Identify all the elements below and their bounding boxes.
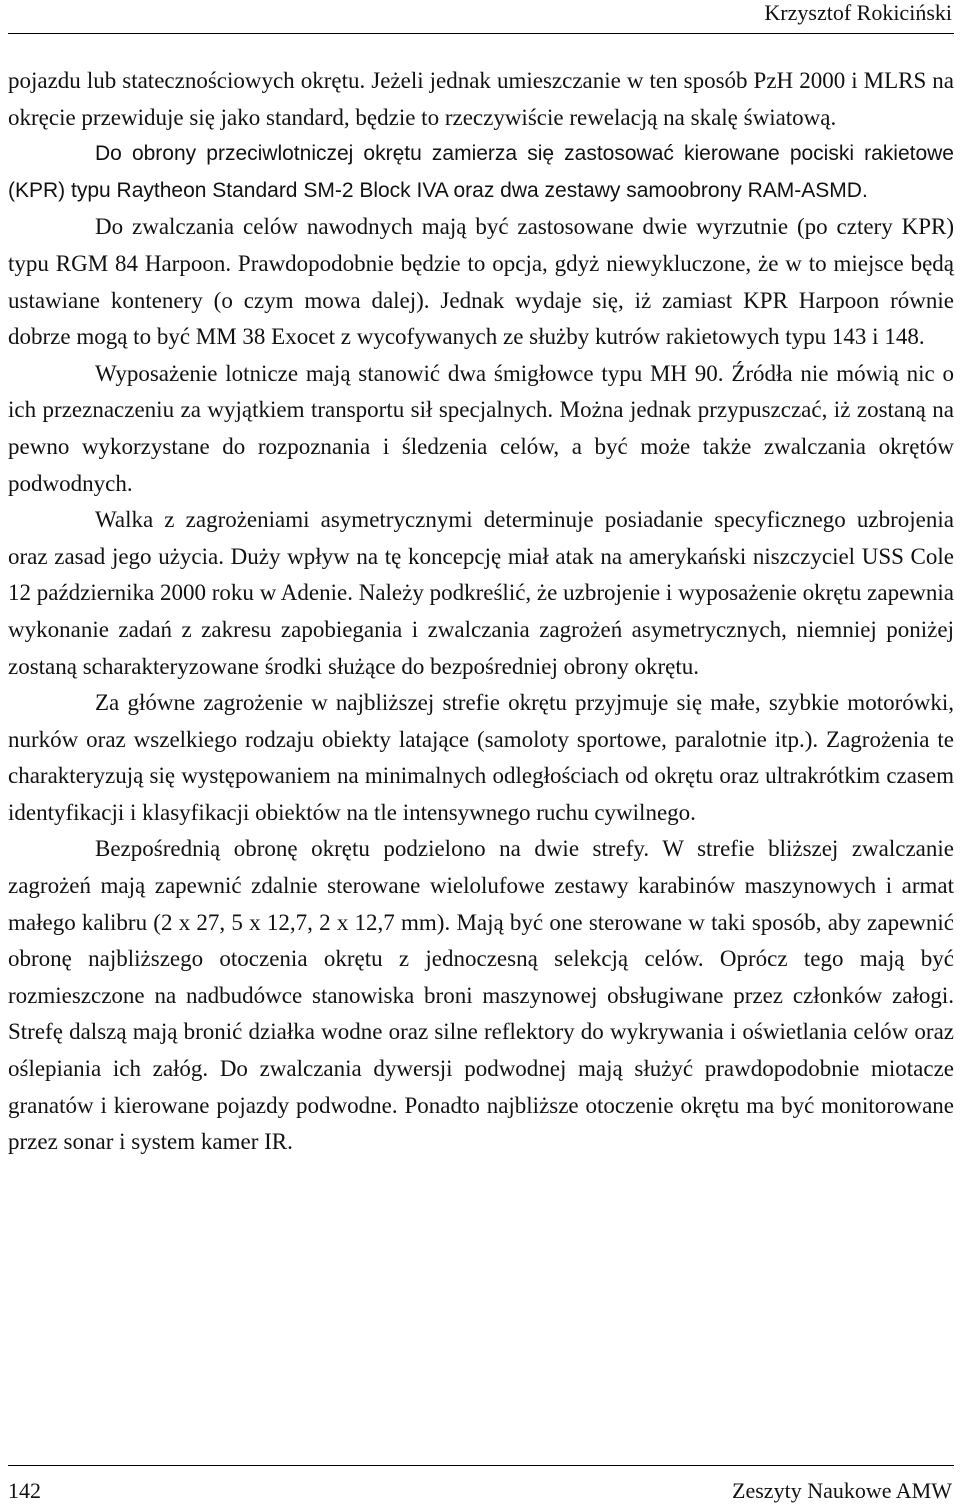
paragraph-asymmetric-threats: Walka z zagrożeniami asymetrycznymi determinuje posiadanie specyficznego uzbrojenia oraz zasad jego użycia. Duży wpływ na tę koncepcję miał atak na amerykański niszczyciel USS Cole 12 października 2000 roku w Adenie. Należy podkreślić, że uzbrojenie i wyposażenie okrętu zapewnia wykonanie zadań z zakresu zapobiegania i zwalczania zagrożeń asymetrycznych, niemniej poniżej zostaną scharakteryzowane środki służące do bezpośredniej obrony okrętu.	[8, 507, 954, 679]
body-text	[8, 63, 954, 1161]
paragraph-aviation: Wyposażenie lotnicze mają stanowić dwa śmigłowce typu MH 90. Źródła nie mówią nic o ich przeznaczeniu za wyjątkiem transportu sił specjalnych. Można jednak przypuszczać, iż zostaną na pewno wykorzystane do rozpoznania i śledzenia celów, a być może także zwalczania okrętów podwodnych.	[8, 360, 954, 496]
paragraph-continuation: pojazdu lub statecznościowych okrętu. Jeżeli jednak umieszczanie w ten sposób PzH 2000 i MLRS na okręcie przewiduje się jako standard, będzie to rzeczywiście rewelacją na skalę światową.	[8, 68, 954, 130]
header-divider	[8, 33, 954, 34]
running-header-author: Krzysztof Rokiciński	[764, 0, 952, 25]
paragraph-direct-defence: Bezpośrednią obronę okrętu podzielono na dwie strefy. W strefie bliższej zwalczanie zagrożeń mają zapewnić zdalnie sterowane wielolufowe zestawy karabinów maszynowych i armat małego kalibru (2 x 27, 5 x 12,7, 2 x 12,7 mm). Mają być one sterowane w taki sposób, aby zapewnić obronę najbliższego otoczenia okrętu z jednoczesną selekcją celów. Oprócz tego mają być rozmieszczone na nadbudówce stanowiska broni maszynowej obsługiwane przez członków załogi. Strefę dalszą mają bronić działka wodne oraz silne reflektory do wykrywania i oświetlania celów oraz oślepiania ich załóg. Do zwalczania dywersji podwodnej mają służyć prawdopodobnie miotacze granatów i kierowane pojazdy podwodne. Ponadto najbliższe otoczenie okrętu ma być monitorowane przez sonar i system kamer IR.	[8, 836, 954, 1155]
footer-divider	[8, 1465, 954, 1466]
paragraph-main-threat: Za główne zagrożenie w najbliższej strefie okrętu przyjmuje się małe, szybkie motorówki, nurków oraz wszelkiego rodzaju obiekty latające (samoloty sportowe, paralotnie itp.). Zagrożenia te charakteryzują się występowaniem na minimalnych odległościach od okrętu oraz ultrakrótkim czasem identyfikacji i klasyfikacji obiektów na tle intensywnego ruchu cywilnego.	[8, 690, 954, 825]
journal-name: Zeszyty Naukowe AMW	[732, 1478, 952, 1503]
paragraph-surface-targets: Do zwalczania celów nawodnych mają być zastosowane dwie wyrzutnie (po cztery KPR) typu RGM 84 Harpoon. Prawdopodobnie będzie to opcja, gdyż niewykluczone, że w to miejsce będą ustawiane kontenery (o czym mowa dalej). Jednak wydaje się, iż zamiast KPR Harpoon równie dobrze mogą to być MM 38 Exocet z wycofywanych ze służby kutrów rakietowych typu 143 i 148.	[8, 214, 954, 350]
paragraph-air-defence: Do obrony przeciwlotniczej okrętu zamierza się zastosować kierowane pociski rakietowe (KPR) typu Raytheon Standard SM-2 Block IVA oraz dwa zestawy samoobrony RAM-ASMD.	[8, 142, 954, 202]
page-number: 142	[8, 1478, 41, 1503]
